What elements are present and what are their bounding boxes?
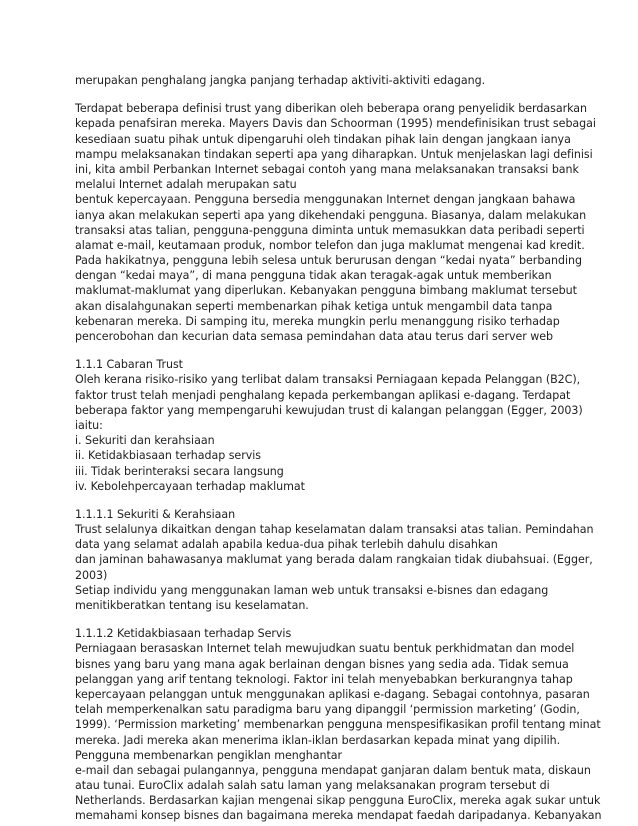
paragraph <box>75 507 594 613</box>
text-line: bisnes yang baru yang mana agak berlainan dengan bisnes yang sedia ada. Tidak semua <box>75 657 569 671</box>
text-line: bentuk kepercayaan. Pengguna bersedia menggunakan Internet dengan jangkaan bahawa <box>75 193 576 207</box>
text-line: i. Sekuriti dan kerahsiaan <box>75 434 215 448</box>
text-line: akan disalahgunakan seperti membenarkan pihak ketiga untuk mengambil data tanpa <box>75 299 553 313</box>
text-line: data yang selamat adalah apabila kedua-dua pihak terlebih dahulu disahkan <box>75 538 498 552</box>
text-line: Terdapat beberapa definisi trust yang diberikan oleh beberapa orang penyelidik berdasarkan <box>75 102 587 116</box>
text-line: Pengguna membenarkan pengiklan menghantar <box>75 748 343 762</box>
text-line: mampu melaksanakan tindakan seperti apa yang diharapkan. Untuk menjelaskan lagi definisi <box>75 147 593 161</box>
text-line: kepercayaan pelanggan untuk menggunakan aplikasi e-dagang. Sebagai contohnya, pasaran <box>75 687 590 701</box>
text-line: 1.1.1 Cabaran Trust <box>75 358 183 372</box>
text-line: melalui Internet adalah merupakan satu <box>75 178 297 192</box>
text-line: alamat e-mail, keutamaan produk, nombor telefon dan juga maklumat mengenai kad kredit. <box>75 238 585 252</box>
paragraph <box>75 101 596 344</box>
paragraph <box>75 626 602 823</box>
text-line: merupakan penghalang jangka panjang terhadap aktiviti-aktiviti edagang. <box>75 74 486 87</box>
text-line: Setiap individu yang menggunakan laman web untuk transaksi e-bisnes dan edagang <box>75 583 549 597</box>
text-line: telah memperkenalkan satu paradigma baru yang dipanggil ‘permission marketing’ (Godin, <box>75 703 580 717</box>
text-line: iii. Tidak berinteraksi secara langsung <box>75 464 284 478</box>
text-line: beberapa faktor yang mempengaruhi kewujudan trust di kalangan pelanggan (Egger, 2003) <box>75 403 583 417</box>
text-line: Netherlands. Berdasarkan kajian mengenai sikap pengguna EuroClix, mereka agak sukar untuk <box>75 794 601 808</box>
text-line: ii. Ketidakbiasaan terhadap servis <box>75 449 261 463</box>
text-line: Perniagaan berasaskan Internet telah mewujudkan suatu bentuk perkhidmatan dan model <box>75 642 575 656</box>
text-line: iaitu: <box>75 418 103 432</box>
text-line: ini, kita ambil Perbankan Internet sebagai contoh yang mana melaksanakan transaksi bank <box>75 162 579 176</box>
text-line: 1999). ‘Permission marketing’ membenarkan pengguna menspesifikasikan profil tentang minat <box>75 718 601 732</box>
text-line: pencerobohan dan kecurian data semasa pemindahan data atau terus dari server web <box>75 330 554 343</box>
paragraph-gap <box>75 613 574 626</box>
text-line: Trust selalunya dikaitkan dengan tahap keselamatan dalam transaksi atas talian. Pemindahan <box>75 523 594 537</box>
text-line: kesediaan suatu pihak untuk dipengaruhi oleh tindakan pihak lain dengan jangkaan ianya <box>75 132 571 146</box>
paragraph-gap <box>75 494 574 507</box>
text-line: faktor trust telah menjadi penghalang kepada perkembangan aplikasi e-dagang. Terdapat <box>75 388 571 402</box>
text-line: kebenaran mereka. Di samping itu, mereka mungkin perlu menanggung risiko terhadap <box>75 314 560 328</box>
paragraph <box>75 357 583 494</box>
text-line: Pada hakikatnya, pengguna lebih selesa untuk berurusan dengan “kedai nyata” berbanding <box>75 254 583 268</box>
text-line: transaksi atas talian, pengguna-pengguna diminta untuk memasukkan data peribadi seperti <box>75 223 585 237</box>
paragraph-gap <box>75 344 574 357</box>
text-line: Oleh kerana risiko-risiko yang terlibat dalam transaksi Perniagaan kepada Pelanggan (B2C), <box>75 373 581 387</box>
text-line: 1.1.1.2 Ketidakbiasaan terhadap Servis <box>75 627 292 641</box>
text-line: atau tunai. EuroClix adalah salah satu laman yang melaksanakan program tersebut di <box>75 779 550 793</box>
text-line: mereka. Jadi mereka akan menerima iklan-iklan berdasarkan kepada minat yang dipilih. <box>75 733 561 747</box>
text-line: menitikberatkan tentang isu keselamatan. <box>75 599 309 612</box>
text-line: ianya akan melakukan seperti apa yang dikehendaki pengguna. Biasanya, dalam melakukan <box>75 208 587 222</box>
text-line: pelanggan yang arif tentang teknologi. Faktor ini telah menyebabkan berkurangnya tahap <box>75 672 573 686</box>
paragraph-gap <box>75 88 574 101</box>
paragraph <box>75 73 574 88</box>
text-line: e-mail dan sebagai pulangannya, pengguna mendapat ganjaran dalam bentuk mata, diskaun <box>75 763 591 777</box>
text-line: iv. Kebolehpercayaan terhadap maklumat <box>75 479 305 493</box>
text-line: memahami konsep bisnes dan bagaimana mereka mendapat faedah daripadanya. Kebanyakan <box>75 809 602 823</box>
text-line: 1.1.1.1 Sekuriti & Kerahsiaan <box>75 507 236 521</box>
text-line: dan jaminan bahawasanya maklumat yang berada dalam rangkaian tidak diubahsuai. (Egger, <box>75 553 593 567</box>
text-line: kepada penafsiran mereka. Mayers Davis dan Schoorman (1995) mendefinisikan trust sebagai <box>75 117 596 131</box>
text-line: maklumat-maklumat yang diperlukan. Kebanyakan pengguna bimbang maklumat tersebut <box>75 284 577 298</box>
text-line: dengan “kedai maya”, di mana pengguna tidak akan teragak-agak untuk memberikan <box>75 269 552 283</box>
text-line: 2003) <box>75 568 108 582</box>
